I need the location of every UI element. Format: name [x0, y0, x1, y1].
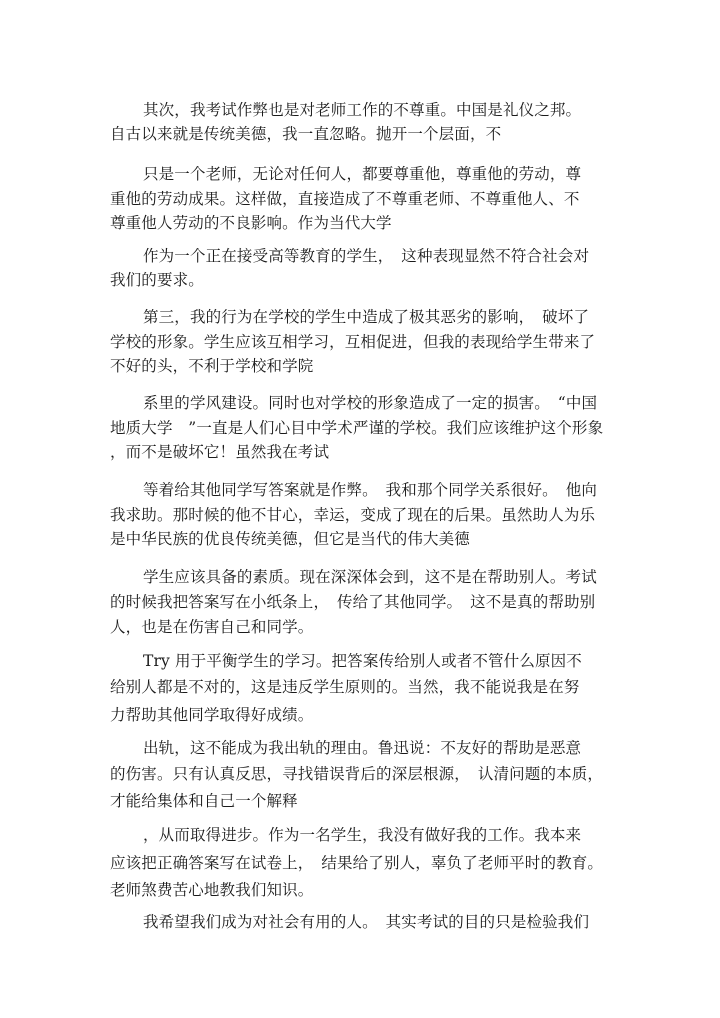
paragraph-6-line-3: 是中华民族的优良传统美德，但它是当代的伟大美德	[110, 530, 470, 548]
paragraph-4-line-2: 学校的形象。学生应该互相学习，互相促进，但我的表现给学生带来了	[110, 333, 596, 351]
paragraph-4-line-1: 第三，我的行为在学校的学生中造成了极其恶劣的影响， 破坏了	[143, 308, 590, 326]
paragraph-3-line-2: 我们的要求。	[110, 271, 204, 289]
paragraph-5-line-1: 系里的学风建设。同时也对学校的形象造成了一定的损害。 “中国	[143, 394, 598, 412]
paragraph-5-line-2: 地质大学 ”一直是人们心目中学术严谨的学校。我们应该维护这个形象	[110, 419, 604, 437]
paragraph-2-line-3: 尊重他人劳动的不良影响。作为当代大学	[110, 214, 392, 232]
paragraph-8-line-2: 给别人都是不对的，这是违反学生原则的。当然，我不能说我是在努	[110, 678, 580, 696]
paragraph-7-line-1: 学生应该具备的素质。现在深深体会到，这不是在帮助别人。考试	[143, 568, 597, 586]
paragraph-5-line-3: ，而不是破坏它！虽然我在考试	[110, 443, 330, 461]
paragraph-8-line-3: 力帮助其他同学取得好成绩。	[110, 706, 314, 724]
paragraph-3-line-1: 作为一个正在接受高等教育的学生， 这种表现显然不符合社会对	[143, 247, 590, 265]
paragraph-10-line-3: 老师煞费苦心地教我们知识。	[110, 881, 314, 899]
paragraph-7-line-2: 的时候我把答案写在小纸条上， 传给了其他同学。 这不是真的帮助别	[110, 593, 596, 611]
paragraph-2-line-2: 重他的劳动成果。这样做，直接造成了不尊重老师、不尊重他人、不	[110, 190, 580, 208]
paragraph-6-line-2: 我求助。那时候的他不甘心，幸运，变成了现在的后果。虽然助人为乐	[110, 506, 596, 524]
paragraph-7-line-3: 人，也是在伤害自己和同学。	[110, 618, 314, 636]
paragraph-1-line-1: 其次，我考试作弊也是对老师工作的不尊重。中国是礼仪之邦。	[143, 101, 582, 119]
paragraph-9-line-2: 的伤害。只有认真反思，寻找错误背后的深层根源， 认清问题的本质，	[110, 765, 604, 783]
paragraph-8-line-1: Try 用于平衡学生的学习。把答案传给别人或者不管什么原因不	[143, 652, 582, 670]
paragraph-9-line-3: 才能给集体和自己一个解释	[110, 792, 298, 810]
paragraph-11-line-1: 我希望我们成为对社会有用的人。 其实考试的目的只是检验我们	[143, 913, 590, 931]
paragraph-10-line-1: ，从而取得进步。作为一名学生，我没有做好我的工作。我本来	[143, 826, 582, 844]
paragraph-9-line-1: 出轨，这不能成为我出轨的理由。鲁迅说：不友好的帮助是恶意	[143, 739, 582, 757]
paragraph-10-line-2: 应该把正确答案写在试卷上， 结果给了别人，辜负了老师平时的教育。	[110, 854, 604, 872]
paragraph-2-line-1: 只是一个老师，无论对任何人，都要尊重他，尊重他的劳动，尊	[143, 165, 582, 183]
paragraph-6-line-1: 等着给其他同学写答案就是作弊。 我和那个同学关系很好。 他向	[143, 481, 598, 499]
paragraph-1-line-2: 自古以来就是传统美德，我一直忽略。抛开一个层面，不	[110, 125, 502, 143]
paragraph-4-line-3: 不好的头，不利于学校和学院	[110, 357, 314, 375]
